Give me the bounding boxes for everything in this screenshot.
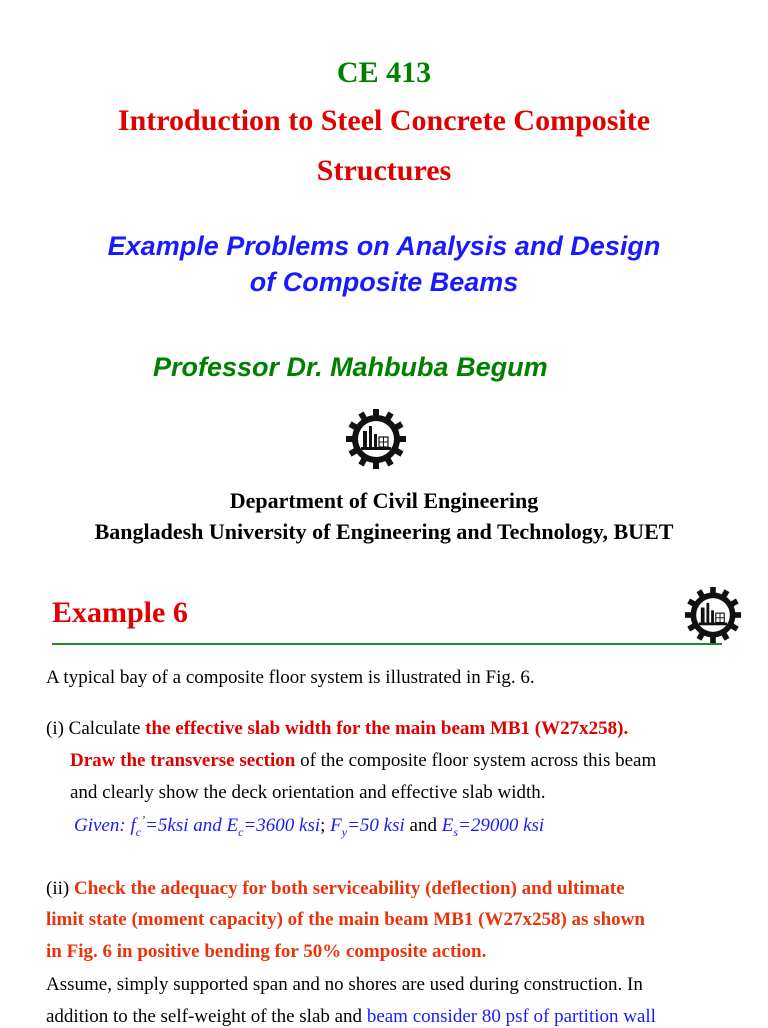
title-line-1: Introduction to Steel Concrete Composite — [117, 104, 651, 137]
given-fc-label: Given: f — [74, 815, 136, 836]
given-fy-value: =50 ksi — [347, 815, 405, 836]
part-2-line-3: in Fig. 6 in positive bending for 50% composite action. — [46, 941, 487, 962]
given-fc-sup: ’ — [141, 812, 146, 827]
subtitle-line-2: of Composite Beams — [249, 267, 519, 297]
part-1-emphasis-2: Draw the transverse section — [70, 750, 296, 771]
given-fc-sub: c — [135, 824, 142, 839]
part-2-line-2: limit state (moment capacity) of the main beam MB1 (W27x258) as shown — [46, 909, 645, 930]
part-1-line-2 — [70, 750, 656, 772]
part-2-line-5 — [46, 1006, 656, 1028]
part-2-line-1 — [46, 878, 625, 900]
given-values — [74, 812, 545, 839]
part-2-prefix: (ii) — [46, 878, 74, 899]
part-1-line-2-rest: of the composite floor system across this beam — [295, 750, 657, 771]
given-es-label: E — [441, 815, 454, 836]
part-1-line-1 — [46, 718, 628, 740]
example-heading: Example 6 — [52, 596, 188, 629]
professor-name: Professor Dr. Mahbuba Begum — [153, 352, 548, 382]
given-fy-sub: y — [341, 824, 348, 839]
title-line-2: Structures — [316, 154, 452, 187]
department-name: Department of Civil Engineering — [229, 488, 539, 513]
part-1-emphasis-1: the effective slab width for the main beam MB1 (W27x258). — [145, 718, 629, 739]
part-2-line-5-highlight: beam consider 80 psf of partition wall — [366, 1006, 656, 1027]
subtitle-line-1: Example Problems on Analysis and Design — [107, 231, 661, 261]
buet-logo-icon — [684, 586, 742, 644]
university-name: Bangladesh University of Engineering and Technology, BUET — [94, 519, 674, 544]
given-ec-value: =3600 ksi — [243, 815, 321, 836]
buet-logo-icon — [345, 408, 407, 470]
part-2-line-5-text: addition to the self-weight of the slab and — [46, 1006, 367, 1027]
heading-divider — [52, 643, 722, 645]
given-and: and — [404, 815, 442, 836]
part-1-prefix: (i) Calculate — [46, 718, 146, 739]
given-es-sub: s — [453, 824, 458, 839]
given-fy-label: F — [330, 815, 342, 836]
given-fc-value: =5ksi and E — [145, 815, 239, 836]
given-es-value: =29000 ksi — [458, 815, 545, 836]
given-separator: ; — [320, 815, 331, 836]
given-ec-sub: c — [238, 824, 244, 839]
part-2-emphasis-1: Check the adequacy for both serviceability (deflection) and ultimate — [73, 878, 625, 899]
intro-text: A typical bay of a composite floor system is illustrated in Fig. 6. — [46, 667, 535, 688]
part-2-line-4: Assume, simply supported span and no shores are used during construction. In — [46, 974, 643, 995]
part-1-line-3: and clearly show the deck orientation and effective slab width. — [70, 782, 546, 803]
course-code: CE 413 — [336, 56, 432, 89]
